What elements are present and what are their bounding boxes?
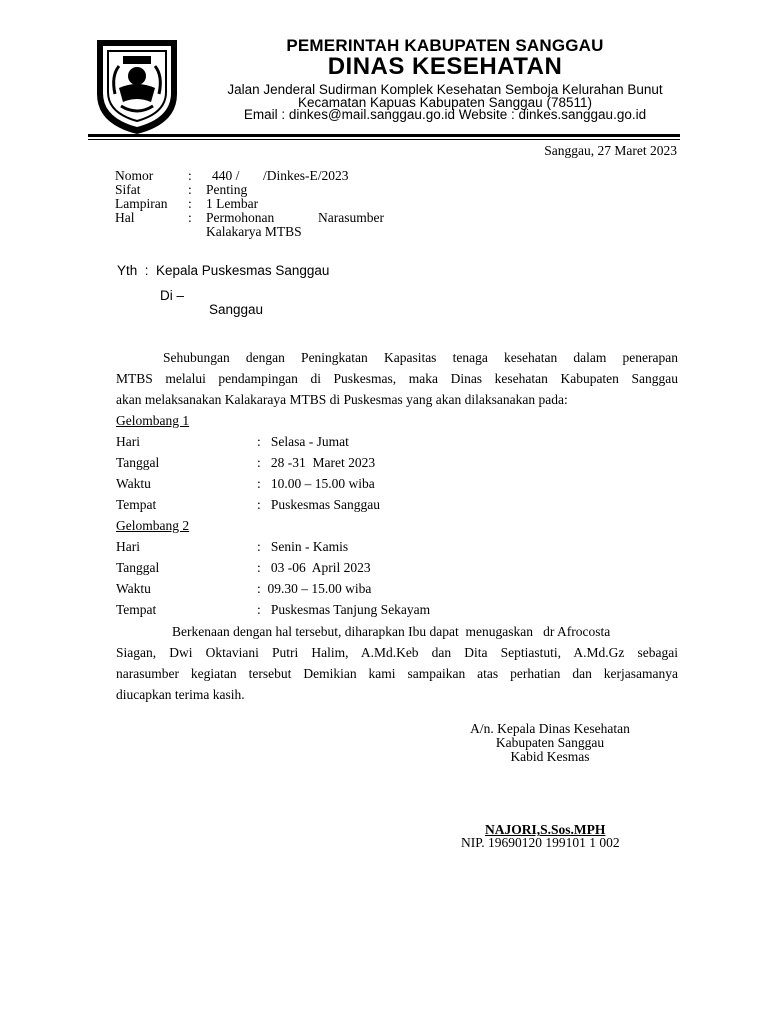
sifat-label: Sifat	[115, 182, 141, 197]
regency-emblem-logo	[93, 36, 181, 136]
wave-1-tempat-value: : Puskesmas Sanggau	[257, 497, 380, 512]
hal-colon: :	[188, 210, 192, 225]
paragraph-2-line-1: Berkenaan dengan hal tersebut, diharapkan Ibu dapat menugaskan dr Afrocosta	[172, 624, 611, 639]
wave-1-hari-label: Hari	[116, 434, 140, 449]
nomor-label: Nomor	[115, 168, 154, 183]
paragraph-1-line-1: Sehubungan dengan Peningkatan Kapasitas tenaga kesehatan dalam penerapan	[163, 350, 678, 365]
wave-2-hari-value: : Senin - Kamis	[257, 539, 349, 554]
wave-2-waktu-value: : 09.30 – 15.00 wiba	[257, 581, 372, 596]
wave-1-hari-value: : Selasa - Jumat	[257, 434, 349, 449]
wave-1-title: Gelombang 1	[116, 413, 190, 428]
wave-2-title: Gelombang 2	[116, 518, 190, 533]
wave-2-tempat-label: Tempat	[116, 602, 157, 617]
signature-regency: Kabupaten Sanggau	[495, 735, 605, 750]
signatory-nip: NIP. 19690120 199101 1 002	[461, 835, 620, 850]
letterhead-divider-thin	[88, 139, 680, 140]
paragraph-1-line-3: akan melaksanakan Kalakaraya MTBS di Puskesmas yang akan dilaksanakan pada:	[116, 392, 568, 407]
lampiran-value: 1 Lembar	[206, 196, 259, 211]
letterhead-address-2: Kecamatan Kapuas Kabupaten Sanggau (78511)	[298, 95, 592, 110]
sifat-colon: :	[188, 182, 192, 197]
wave-2-tanggal-value: : 03 -06 April 2023	[257, 560, 371, 575]
recipient-yth: Yth : Kepala Puskesmas Sanggau	[117, 263, 330, 278]
lampiran-colon: :	[188, 196, 192, 211]
paragraph-2-line-3: narasumber kegiatan tersebut Demikian kami sampaikan atas perhatian dan kerjasamanya	[116, 666, 678, 681]
wave-2-tempat-value: : Puskesmas Tanjung Sekayam	[257, 602, 431, 617]
wave-1-waktu-label: Waktu	[116, 476, 151, 491]
lampiran-label: Lampiran	[115, 196, 168, 211]
hal-value-line1: Permohonan	[206, 210, 275, 225]
paragraph-2-line-4: diucapkan terima kasih.	[116, 687, 245, 702]
hal-value-line2: Kalakarya MTBS	[206, 224, 302, 239]
letterhead-contact: Email : dinkes@mail.sanggau.go.id Website : dinkes.sanggau.go.id	[243, 107, 647, 122]
nomor-colon: :	[188, 168, 192, 183]
paragraph-2-line-2: Siagan, Dwi Oktaviani Putri Halim, A.Md.Keb dan Dita Septiastuti, A.Md.Gz sebagai	[116, 645, 678, 660]
letterhead-address-1: Jalan Jenderal Sudirman Komplek Kesehatan Semboja Kelurahan Bunut	[227, 82, 663, 97]
sifat-value: Penting	[206, 182, 248, 197]
wave-1-tanggal-value: : 28 -31 Maret 2023	[257, 455, 376, 470]
letterhead-government: PEMERINTAH KABUPATEN SANGGAU	[286, 36, 604, 55]
wave-1-tanggal-label: Tanggal	[116, 455, 160, 470]
signatory-name: NAJORI,S.Sos.MPH	[485, 822, 606, 837]
paragraph-1-line-2: MTBS melalui pendampingan di Puskesmas, maka Dinas kesehatan Kabupaten Sanggau	[116, 371, 678, 386]
signature-position: Kabid Kesmas	[510, 749, 590, 764]
hal-label: Hal	[115, 210, 135, 225]
wave-1-tempat-label: Tempat	[116, 497, 157, 512]
wave-2-waktu-label: Waktu	[116, 581, 151, 596]
signature-on-behalf: A/n. Kepala Dinas Kesehatan	[470, 721, 630, 736]
nomor-value: 440 / /Dinkes-E/2023	[212, 168, 349, 183]
recipient-place: Sanggau	[209, 302, 264, 317]
recipient-di: Di –	[160, 288, 185, 303]
letterhead-divider-thick	[88, 134, 680, 137]
wave-2-tanggal-label: Tanggal	[116, 560, 160, 575]
letter-date: Sanggau, 27 Maret 2023	[544, 143, 677, 158]
wave-1-waktu-value: : 10.00 – 15.00 wiba	[257, 476, 375, 491]
hal-value-line1b: Narasumber	[318, 210, 384, 225]
wave-2-hari-label: Hari	[116, 539, 140, 554]
letterhead-office: DINAS KESEHATAN	[327, 53, 563, 80]
